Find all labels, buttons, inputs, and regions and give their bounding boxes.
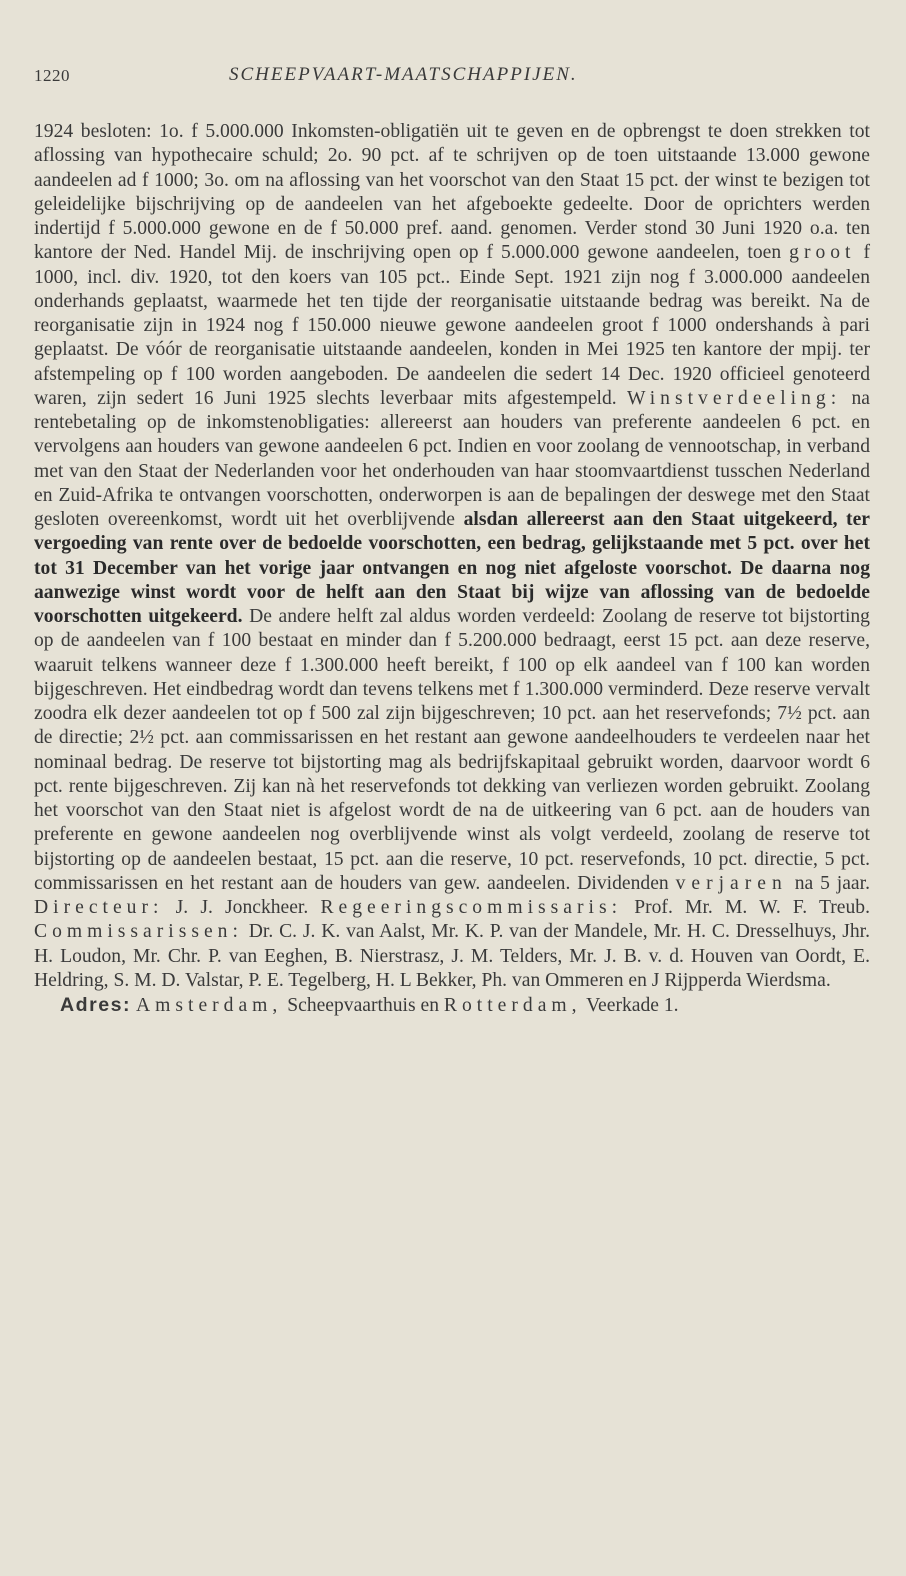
address-line — [34, 993, 870, 1019]
address-city-rotterdam: Rotterdam, — [443, 995, 582, 1016]
directeur-label: Directeur: — [34, 897, 164, 918]
address-label: Adres: — [60, 994, 132, 1016]
page-header — [34, 56, 870, 96]
regeeringscommissaris-label: Regeeringscommissaris: — [320, 897, 623, 918]
text-part-2: f 1000, incl. div. 1920, tot den koers van 105 pct.. Einde Sept. 1921 zijn nog f 3.000.000 aandeelen onderhands geplaatst, waarmede het ten tijde der reorganisatie uitstaande bedrag was bereikt. Na de reorganisatie zijn in 1924 nog f 150.000 nieuwe gewone aandeelen groot f 1000 ondershands à pari geplaatst. De vóór de reorganisatie uitstaande aandeelen, konden in Mei 1925 ten kantore der mpij. ter afstempeling op f 100 worden aangeboden. De aandeelen die sedert 14 Dec. 1920 officieel genoteerd waren, zijn sedert 16 Juni 1925 slechts leverbaar mits afgestempeld. — [34, 242, 870, 409]
winstverdeeling-label: Winstverdeeling: — [627, 387, 842, 409]
address-city-amsterdam: Amsterdam, — [135, 995, 283, 1016]
text-part-3: na rentebetaling op de inkomstenobligaties: allereerst aan houders van preferente aandeelen 6 pct. en vervolgens aan houders van gewone aandeelen 6 pct. Indien en voor zoolang de vennootschap, in verband met van den Staat der Nederlanden voor het onderhouden van haar stoomvaartdienst tusschen Nederland en Zuid-Afrika te ontvangen voorschotten, onderworpen is aan de bepalingen der deswege met den Staat gesloten overeenkomst, wordt uit het overblijvende — [34, 387, 870, 530]
main-paragraph — [34, 120, 870, 993]
address-building: Scheepvaarthuis en — [287, 995, 440, 1016]
bold-passage: alsdan allereerst aan den Staat uitgekeerd, ter vergoeding van rente over de bedoelde voorschotten, een bedrag, gelijkstaande met 5 pct. over het tot 31 December van het vorige jaar ontvangen en nog niet afgeloste voorschot. De daarna nog aanwezige winst wordt voor de helft aan den Staat bij wijze van aflossing van de bedoelde voorschotten uitgekeerd. — [34, 509, 870, 627]
commissarissen-names: Dr. C. J. K. van Aalst, Mr. K. P. van der Mandele, Mr. H. C. Dresselhuys, Jhr. H. Loudon, Mr. Chr. P. van Eeghen, B. Nierstrasz, J. M. Telders, Mr. J. B. v. d. Houven van Oordt, E. Heldring, S. M. D. Valstar, P. E. Tegelberg, H. L Bekker, Ph. van Ommeren en J Rijpperda Wierdsma. — [34, 921, 870, 991]
running-head: SCHEEPVAART-MAATSCHAPPIJEN. — [229, 64, 578, 85]
text-part-1: 1924 besloten: 1o. f 5.000.000 Inkomsten-obligatiën uit te geven en de opbrengst te doen strekken tot aflossing van hypothecaire schuld; 2o. 90 pct. af te schrijven op de toen uitstaande 13.000 gewone aandeelen ad f 1000; 3o. om na aflossing van het voorschot van den Staat 15 pct. der winst te bezigen tot geleidelijke bijschrijving op de aandeelen van het afgeboekte gedeelte. Door de oprichters werden indertijd f 5.000.000 gewone en de f 50.000 pref. aand. genomen. Verder stond 30 Juni 1920 o.a. ten kantore der Ned. Handel Mij. de inschrijving open op f 5.000.000 gewone aandeelen, toen — [34, 121, 870, 264]
text-part-4: De andere helft zal aldus worden verdeeld: Zoolang de reserve tot bijstorting op de aandeelen van f 100 bestaat en minder dan f 5.200.000 bedraagt, eerst 15 pct. aan deze reserve, waaruit telkens wanneer deze f 1.300.000 heeft bereikt, f 100 op elk aandeel van f 100 kan worden bijgeschreven. Het eindbedrag wordt dan tevens telkens met f 1.300.000 verminderd. Deze reserve vervalt zoodra elk dezer aandeelen tot op f 500 zal zijn bijgeschreven; 10 pct. aan het reservefonds; 7½ pct. aan de directie; 2½ pct. aan commissarissen en het restant aan gewone aandeelhouders te verdeelen naar het nominaal bedrag. De reserve tot bijstorting mag als bedrijfskapitaal gebruikt worden, daarvoor wordt 6 pct. rente bijgeschreven. Zij kan nà het reservefonds tot dekking van verliezen worden gebruikt. Zoolang het voorschot van den Staat niet is afgelost wordt de na de uitkeering van 6 pct. aan de houders van preferente en gewone aandeelen nog overblijvende winst als volgt verdeeld, zoolang de reserve tot bijstorting op de aandeelen bestaat, 15 pct. aan die reserve, 10 pct. reservefonds, 10 pct. directie, 5 pct. commissarissen en het restant aan de houders van gew. aandeelen. Dividenden — [34, 606, 870, 894]
page-number: 1220 — [34, 66, 70, 85]
spaced-verjaren: verjaren — [675, 872, 788, 894]
directeur-name: J. J. Jonckheer. — [175, 897, 309, 918]
regeeringscommissaris-name: Prof. Mr. M. W. F. Treub. — [634, 897, 870, 918]
address-street: Veerkade 1. — [586, 995, 679, 1016]
text-part-5: na 5 jaar. — [794, 872, 870, 894]
spaced-groot: groot — [789, 242, 856, 264]
body-text — [34, 120, 870, 993]
commissarissen-label: Commissarissen: — [34, 921, 243, 943]
